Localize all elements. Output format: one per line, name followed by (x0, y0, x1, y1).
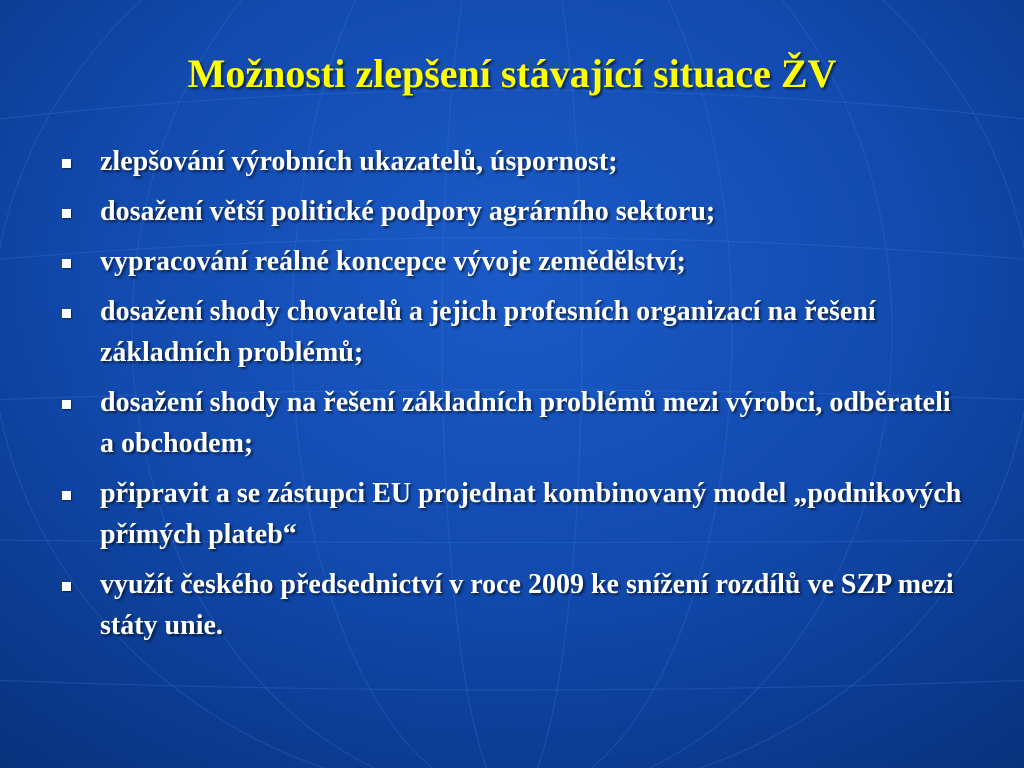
bullet-text: dosažení shody chovatelů a jejich profesních organizací na řešení základních problémů; (100, 296, 876, 368)
square-bullet-icon (62, 400, 71, 409)
square-bullet-icon (62, 491, 71, 500)
list-item (62, 241, 962, 282)
square-bullet-icon (62, 159, 71, 168)
bullet-text: dosažení shody na řešení základních problémů mezi výrobci, odběrateli a obchodem; (100, 387, 951, 459)
slide-title: Možnosti zlepšení stávající situace ŽV (187, 51, 837, 96)
list-item (62, 141, 962, 182)
list-item (62, 191, 962, 232)
bullet-text: dosažení větší politické podpory agrárního sektoru; (100, 196, 716, 227)
square-bullet-icon (62, 582, 71, 591)
list-item (62, 473, 962, 555)
bullet-list (62, 141, 962, 655)
list-item (62, 564, 962, 646)
bullet-text: využít českého předsednictví v roce 2009 ke snížení rozdílů ve SZP mezi státy unie. (100, 569, 954, 641)
bullet-text: zlepšování výrobních ukazatelů, úspornost; (100, 146, 618, 177)
bullet-text: vypracování reálné koncepce vývoje zemědělství; (100, 246, 686, 277)
square-bullet-icon (62, 259, 71, 268)
square-bullet-icon (62, 309, 71, 318)
list-item (62, 291, 962, 373)
list-item (62, 382, 962, 464)
bullet-text: připravit a se zástupci EU projednat kombinovaný model „podnikových přímých plateb“ (100, 478, 962, 550)
square-bullet-icon (62, 209, 71, 218)
